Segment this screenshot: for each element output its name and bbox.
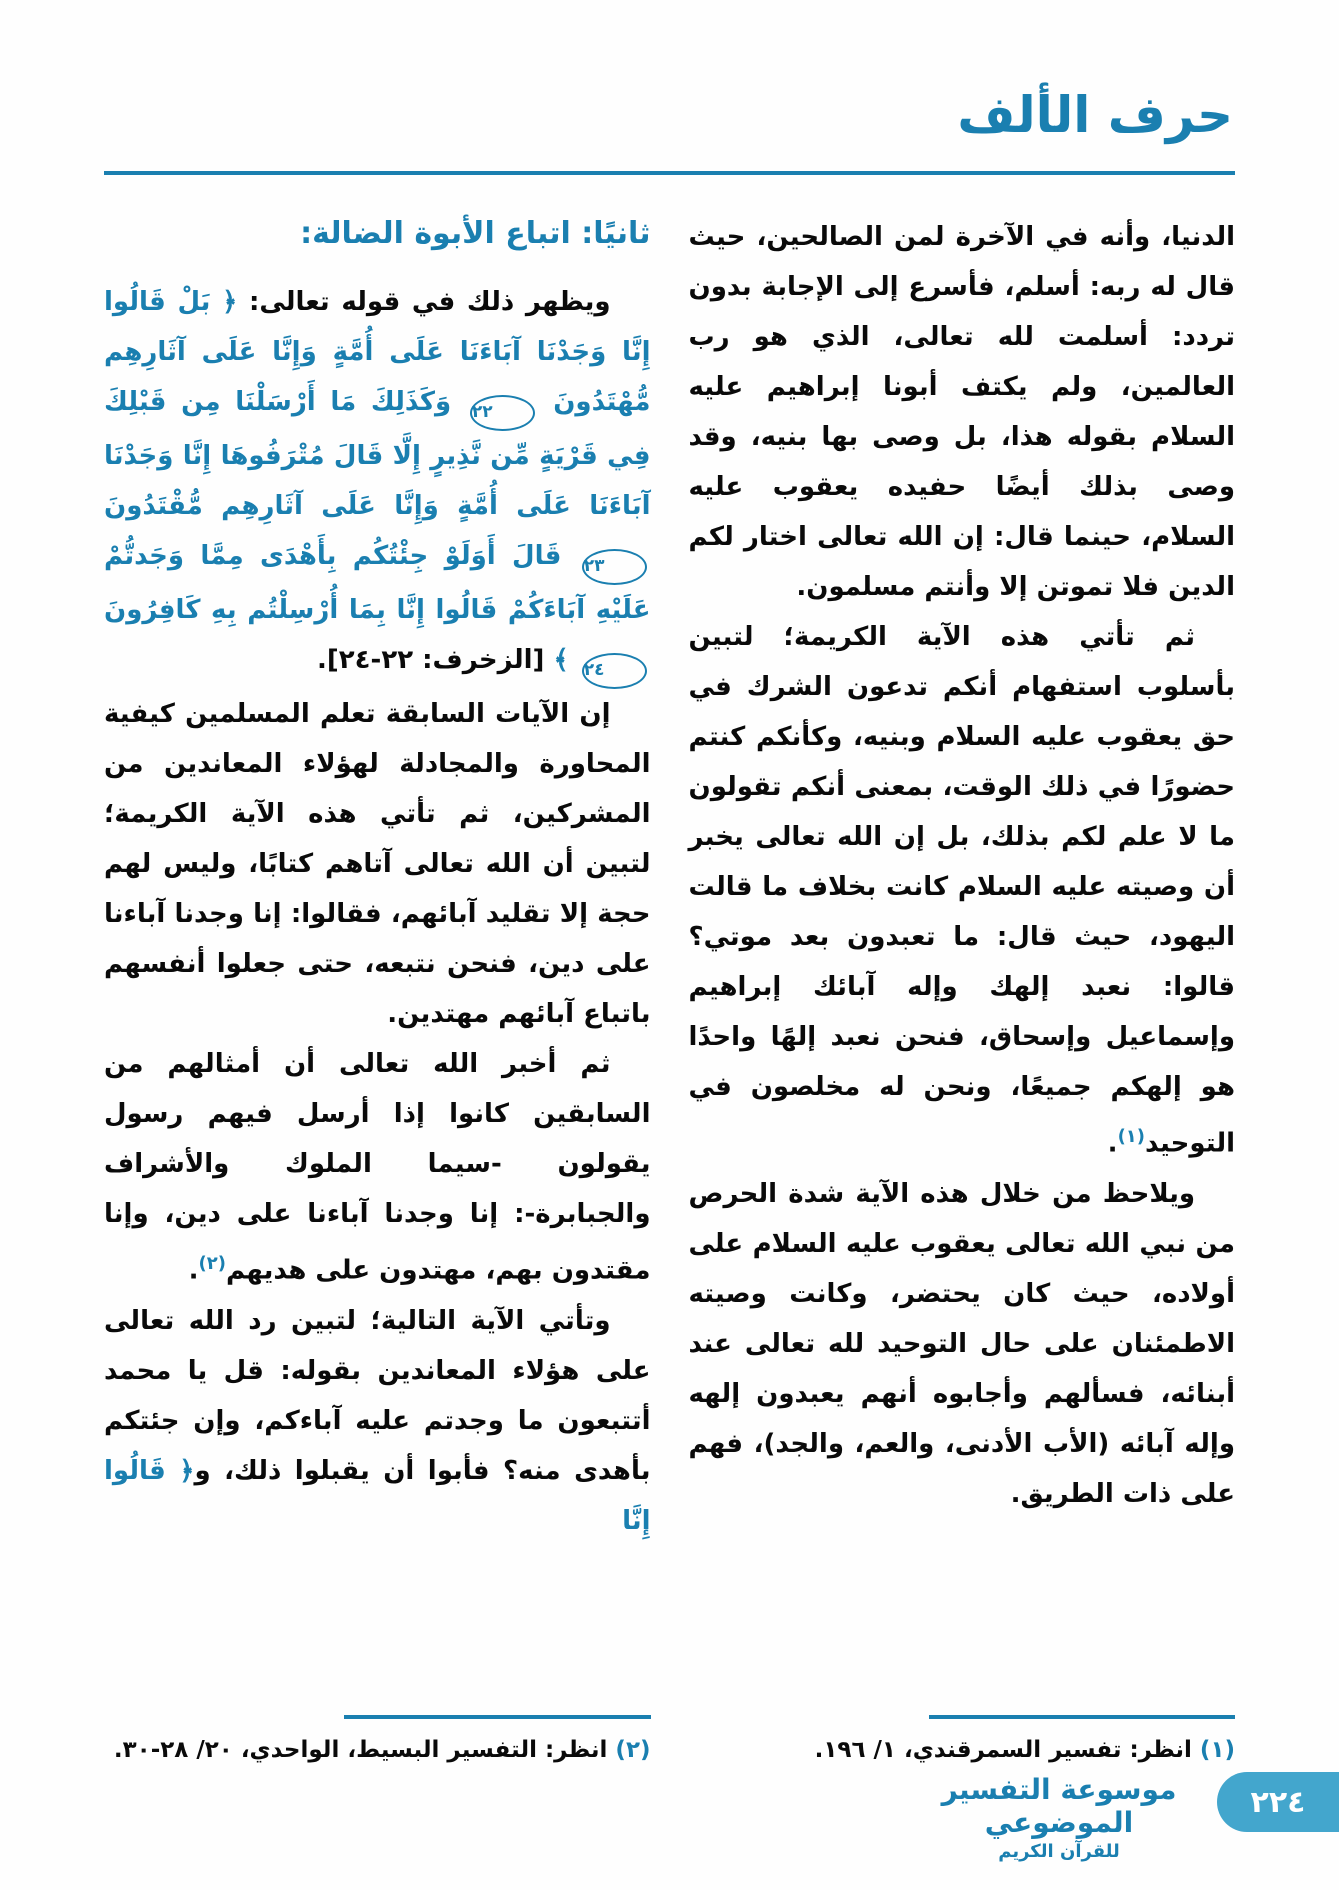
footnote-list <box>689 1731 1236 1770</box>
column-left <box>104 212 651 1770</box>
chapter-title: حرف الألف <box>957 86 1233 144</box>
verse-number-medallion: ٢٢ <box>470 395 535 431</box>
footnote-list <box>104 1731 651 1770</box>
paragraph <box>689 612 1236 1169</box>
quran-text: ﴿ قَالُوا إِنَّا <box>104 1455 651 1536</box>
footnote-divider <box>344 1715 650 1719</box>
page-number: ٢٢٤ <box>1250 1784 1306 1820</box>
footnote <box>104 1731 651 1770</box>
footnote-ref: (١) <box>1117 1126 1146 1147</box>
quran-text: ﴾ <box>553 645 578 675</box>
column-left-paragraphs <box>104 277 651 1546</box>
quran-text: ﴿ بَلْ قَالُوا إِنَّا وَجَدْنَا آبَاءَنَا عَلَى أُمَّةٍ وَإِنَّا عَلَى آثَارِهِم مُّهْتَدُونَ <box>104 287 651 417</box>
body-text: الدنيا، وأنه في الآخرة لمن الصالحين، حيث قال له ربه: أسلم، فأسرع إلى الإجابة بدون تردد: أسلمت لله تعالى، الذي هو رب العالمين، ولم يكتف أبونا إبراهيم عليه السلام بقوله هذا، بل وصى بها بنيه، وقد وصى بذلك أيضًا حفيده يعقوب عليه السلام، حينما قال: إن الله تعالى اختار لكم الدين فلا تموتن إلا وأنتم مسلمون. <box>688 222 1235 602</box>
body-text: وتأتي الآية التالية؛ لتبين رد الله تعالى على هؤلاء المعاندين بقوله: قل يا محمد أتتبعون ما وجدتم عليه آباءكم، وإن جئتكم بأهدى منه؟ فأبوا أن يقبلوا ذلك، و <box>104 1305 651 1486</box>
footnote-ref: (٢) <box>198 1253 227 1274</box>
body-text: . <box>188 1255 199 1286</box>
paragraph <box>104 277 651 689</box>
section-heading: ثانيًا: اتباع الأبوة الضالة: <box>300 216 651 251</box>
footnote-text: انظر: تفسير السمرقندي، ١/ ١٩٦. <box>814 1737 1200 1763</box>
body-text: ثم تأتي هذه الآية الكريمة؛ لتبين بأسلوب استفهام أنكم تدعون الشرك في حق يعقوب عليه السلام وبنيه، وكأنكم كنتم حضورًا في ذلك الوقت، بمعنى أنكم تقولون ما لا علم لكم بذلك، بل إن الله تعالى يخبر أن وصيته عليه السلام كانت بخلاف ما قالت اليهود، حيث قال: ما تعبدون بعد موتي؟ قالوا: نعبد إلهك وإله آبائك إبراهيم وإسماعيل وإسحاق، فنحن نعبد إلهًا واحدًا هو إلهكم جميعًا، ونحن له مخلصون في التوحيد <box>688 622 1235 1159</box>
verse-number-medallion: ٢٣ <box>582 549 647 585</box>
paragraph <box>689 1169 1236 1519</box>
footnote-marker: (٢) <box>615 1737 651 1763</box>
body-text: إن الآيات السابقة تعلم المسلمين كيفية المحاورة والمجادلة لهؤلاء المعاندين من المشركين، ثم تأتي هذه الآية الكريمة؛ لتبين أن الله تعالى آتاهم كتابًا، وليس لهم حجة إلا تقليد آبائهم، فقالوا: إنا وجدنا آباءنا على دين، فنحن نتبعه، حتى جعلوا أنفسهم باتباع آبائهم مهتدين. <box>104 699 651 1029</box>
publisher-logo <box>899 1773 1219 1862</box>
column-left-footnotes <box>104 1707 651 1770</box>
body-text: [الزخرف: ٢٢-٢٤]. <box>317 645 554 675</box>
logo-subtitle: للقرآن الكريم <box>998 1841 1120 1862</box>
body-text: ثم أخبر الله تعالى أن أمثالهم من السابقين كانوا إذا أرسل فيهم رسول يقولون -سيما الملوك والأشراف والجبابرة-: إنا وجدنا آباءنا على دين، وإنا مقتدون بهم، مهتدون على هديهم <box>104 1049 651 1286</box>
quran-text: وَكَذَلِكَ مَا أَرْسَلْنَا مِن قَبْلِكَ فِي قَرْيَةٍ مِّن نَّذِيرٍ إِلَّا قَالَ مُتْرَفُوهَا إِنَّا وَجَدْنَا آبَاءَنَا عَلَى أُمَّةٍ وَإِنَّا عَلَى آثَارِهِم مُّقْتَدُونَ <box>104 387 651 521</box>
verse-number-medallion: ٢٤ <box>582 653 647 689</box>
footnote-marker: (١) <box>1199 1737 1235 1763</box>
column-right <box>689 212 1236 1770</box>
body-text: ويلاحظ من خلال هذه الآية شدة الحرص من نبي الله تعالى يعقوب عليه السلام على أولاده، حيث كان يحتضر، وكانت وصيته الاطمئنان على حال التوحيد لله تعالى عند أبنائه، فسألهم وأجابوه أنهم يعبدون إلهه وإله آبائه (الأب الأدنى، والعم، والجد)، فهم على ذات الطريق. <box>688 1178 1235 1509</box>
column-right-paragraphs <box>689 212 1236 1519</box>
footnote <box>689 1731 1236 1770</box>
quran-text: قَالَ أَوَلَوْ جِئْتُكُم بِأَهْدَى مِمَّا وَجَدتُّمْ عَلَيْهِ آبَاءَكُمْ قَالُوا إِنَّا بِمَا أُرْسِلْتُم بِهِ كَافِرُونَ <box>104 541 651 625</box>
paragraph <box>104 1039 651 1296</box>
footnote-divider <box>929 1715 1235 1719</box>
header-rule <box>104 171 1235 175</box>
body-text: ويظهر ذلك في قوله تعالى: <box>237 287 611 317</box>
footnote-text: انظر: التفسير البسيط، الواحدي، ٢٠/ ٢٨-٣٠. <box>113 1737 616 1763</box>
page-body <box>104 212 1235 1770</box>
paragraph <box>104 1296 651 1546</box>
page-number-badge <box>1217 1772 1339 1832</box>
body-text: . <box>1107 1128 1118 1159</box>
paragraph <box>104 689 651 1039</box>
column-right-footnotes <box>689 1707 1236 1770</box>
paragraph <box>689 212 1236 612</box>
logo-title: موسوعة التفسير الموضوعي <box>941 1773 1177 1839</box>
